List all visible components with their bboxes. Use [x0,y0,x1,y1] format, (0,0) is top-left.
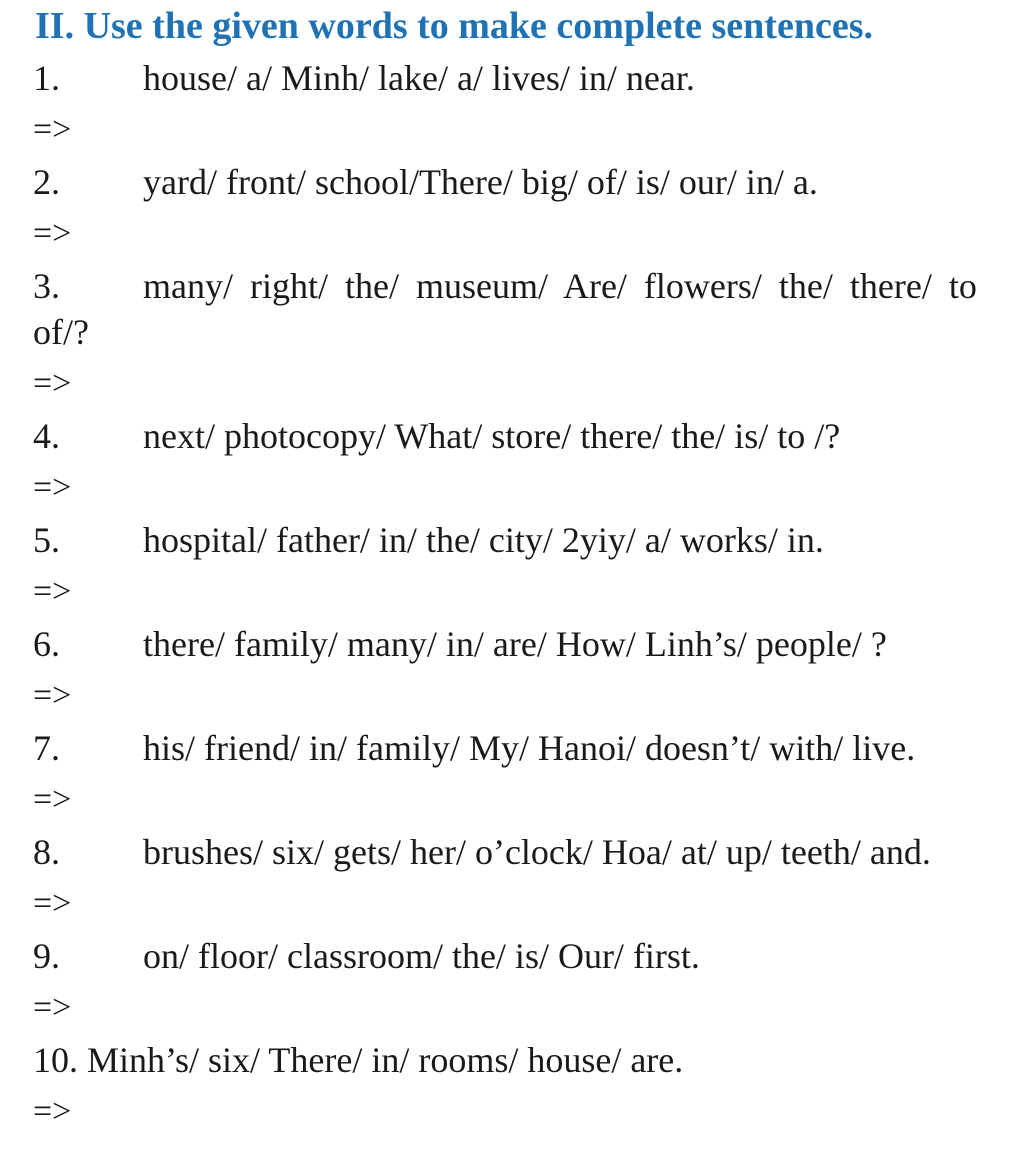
item-words: his/ friend/ in/ family/ My/ Hanoi/ doesn’t/ with/ live. [143,728,916,768]
item-number: 8. [33,832,60,872]
answer-arrow: => [33,885,72,922]
exercise-title: II. Use the given words to make complete sentences. [35,5,873,47]
answer-arrow: => [33,215,72,252]
item-number: 2. [33,162,60,202]
answer-arrow: => [33,1093,72,1130]
item-words: hospital/ father/ in/ the/ city/ 2yiy/ a/ works/ in. [143,520,824,560]
exercise-item-3 [33,264,1024,308]
exercise-item-6 [33,622,887,666]
item-words: there/ family/ many/ in/ are/ How/ Linh’s/ people/ ? [143,624,887,664]
exercise-item-10 [33,1038,683,1082]
exercise-item-5 [33,518,824,562]
item-number: 1. [33,58,60,98]
exercise-item-4 [33,414,840,458]
exercise-item-7 [33,726,915,770]
item-words: many/ right/ the/ museum/ Are/ flowers/ the/ there/ to [143,266,977,306]
exercise-item-1 [33,56,695,100]
answer-arrow: => [33,111,72,148]
answer-arrow: => [33,469,72,506]
answer-arrow: => [33,573,72,610]
item-words: Minh’s/ six/ There/ in/ rooms/ house/ are. [87,1040,684,1080]
item-words: brushes/ six/ gets/ her/ o’clock/ Hoa/ at/ up/ teeth/ and. [143,832,931,872]
item-number: 3. [33,266,60,306]
answer-arrow: => [33,989,72,1026]
item-number: 6. [33,624,60,664]
exercise-item-2 [33,160,818,204]
item-number: 4. [33,416,60,456]
answer-arrow: => [33,677,72,714]
answer-arrow: => [33,365,72,402]
item-words: next/ photocopy/ What/ store/ there/ the/ is/ to /? [143,416,841,456]
exercise-item-9 [33,934,700,978]
exercise-item-8 [33,830,931,874]
item-number: 5. [33,520,60,560]
item-words: on/ floor/ classroom/ the/ is/ Our/ first. [143,936,700,976]
item-number: 7. [33,728,60,768]
answer-arrow: => [33,781,72,818]
item-words: yard/ front/ school/There/ big/ of/ is/ our/ in/ a. [143,162,818,202]
item-number: 9. [33,936,60,976]
item-number: 10. [33,1040,78,1080]
item-words: house/ a/ Minh/ lake/ a/ lives/ in/ near. [143,58,695,98]
exercise-item-3-continuation: of/? [33,312,89,352]
